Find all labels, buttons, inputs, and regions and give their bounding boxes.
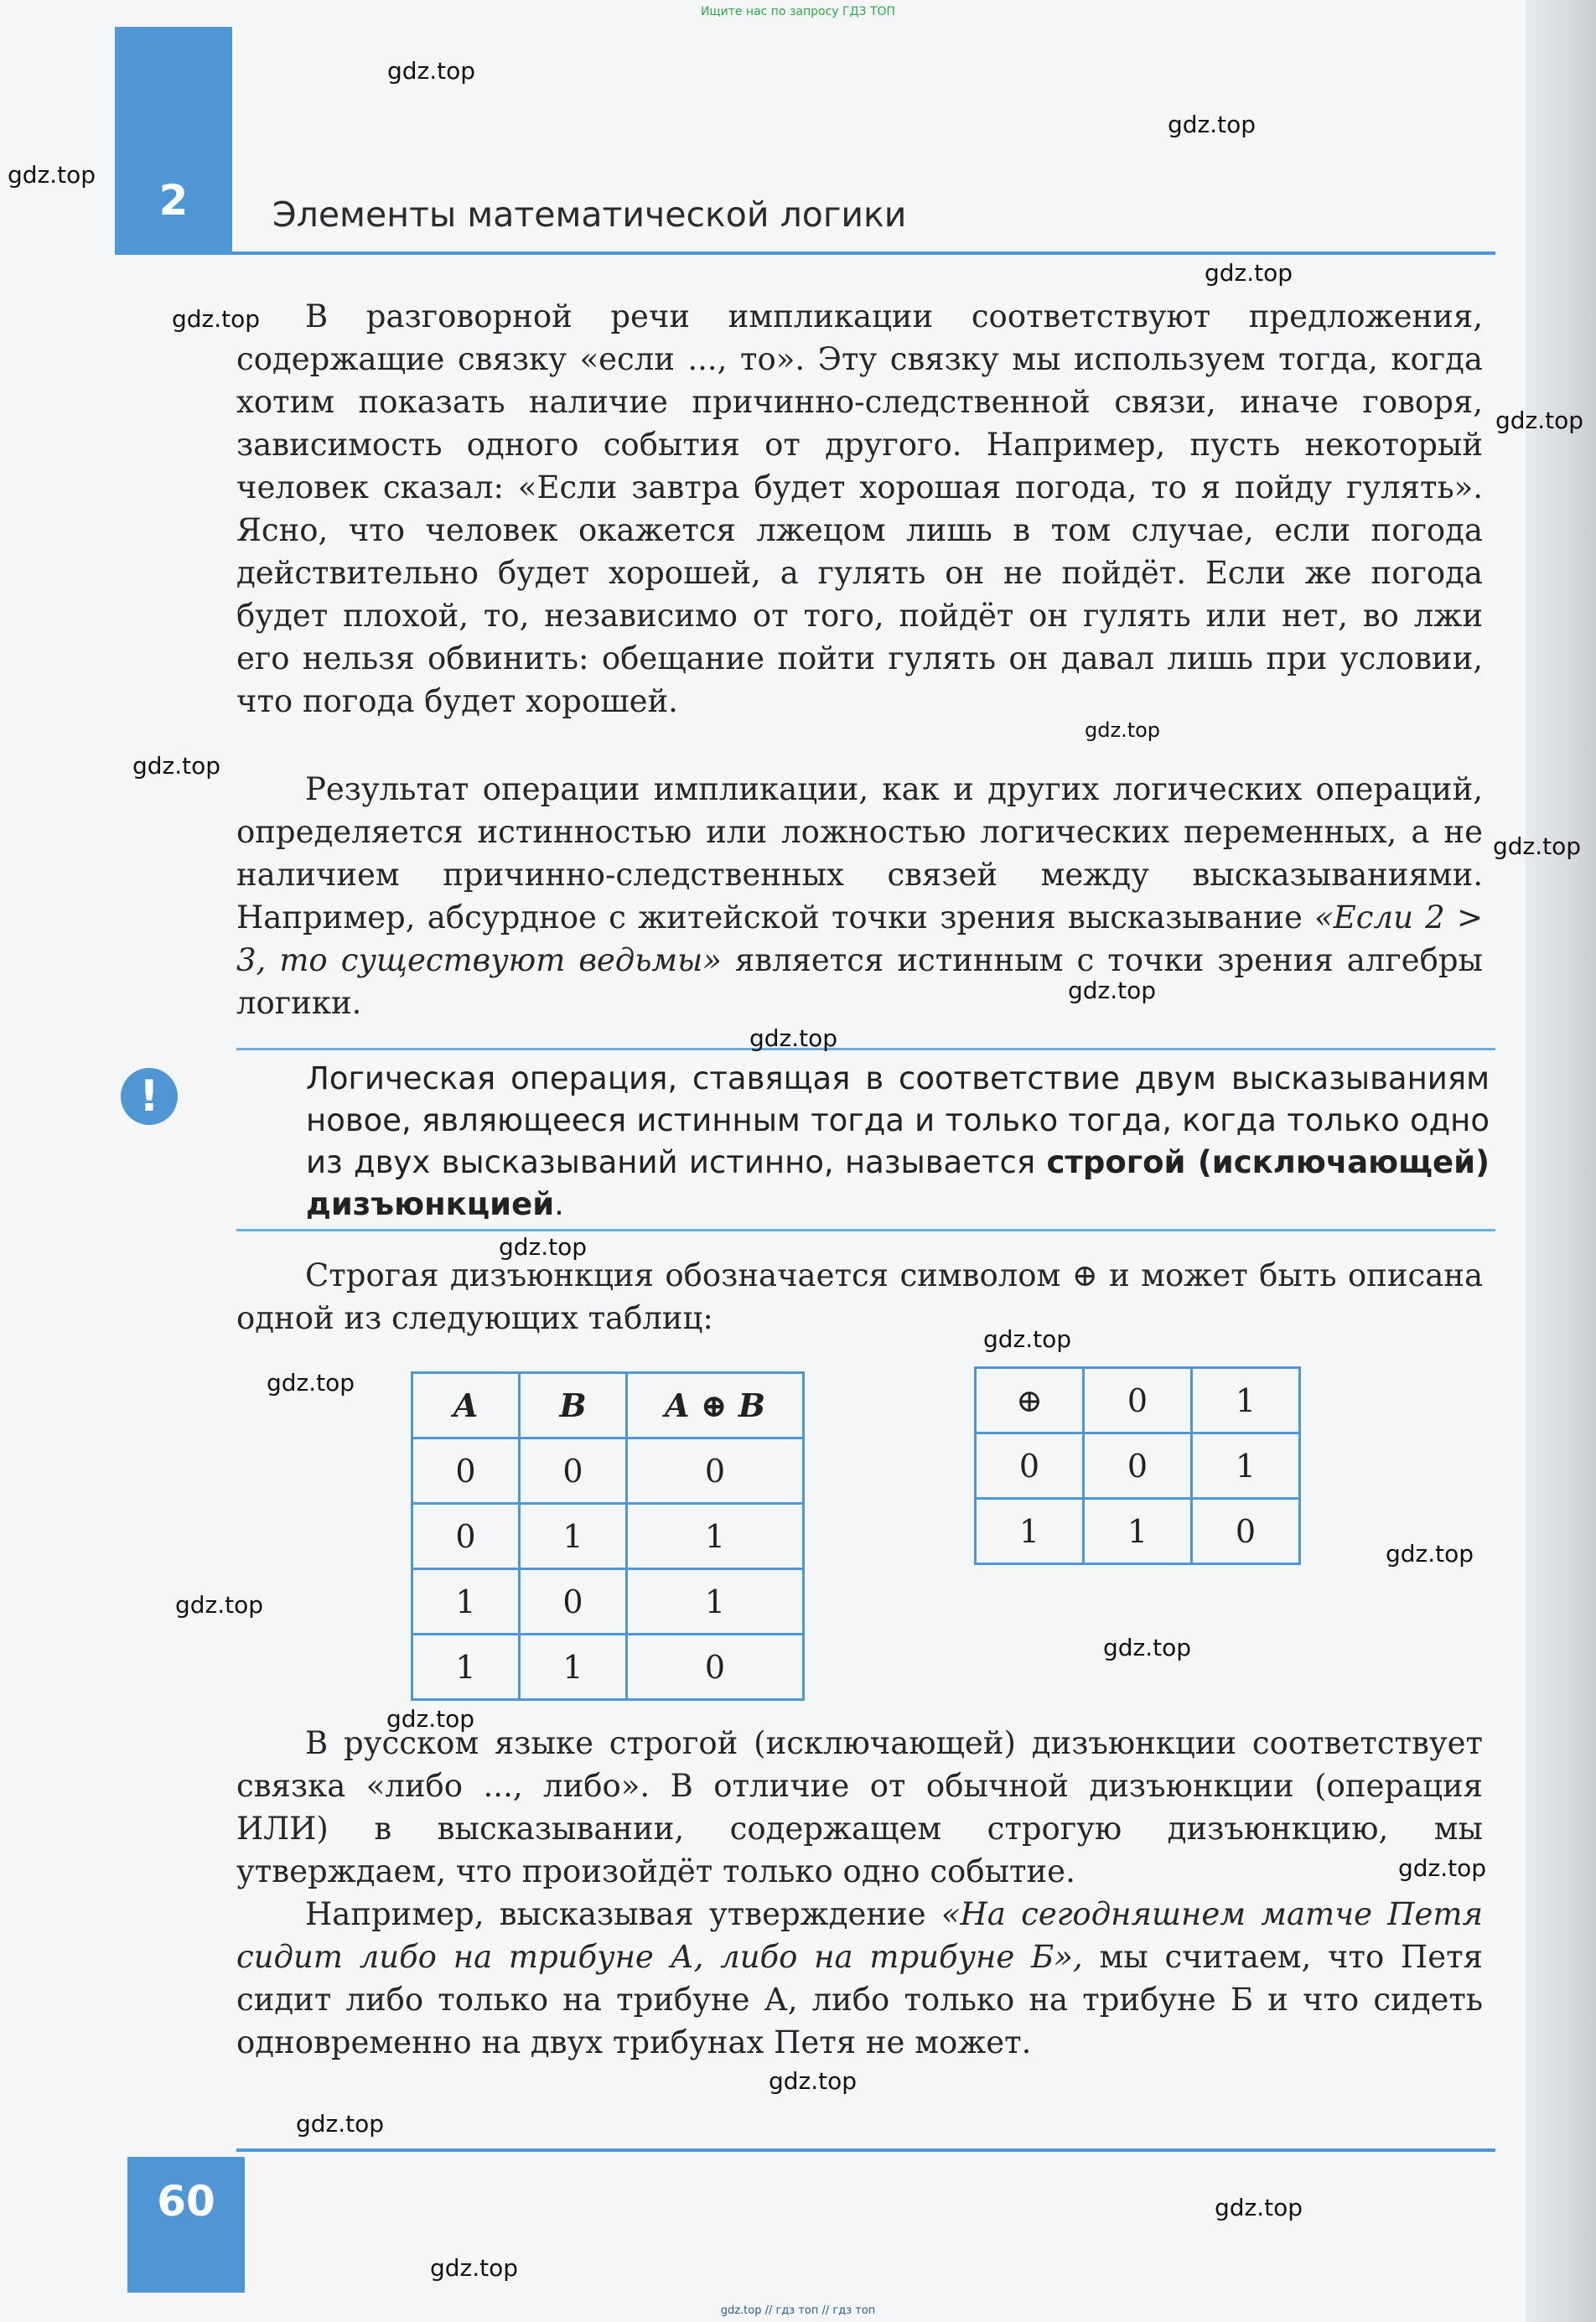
scan-edge-shadow: [1526, 0, 1596, 2322]
watermark: gdz.top: [1386, 1540, 1474, 1568]
table-cell: 0: [976, 1433, 1084, 1499]
bottom-note: gdz.top // гдз топ // гдз топ: [720, 2304, 876, 2317]
table-header-row: [976, 1368, 1300, 1433]
paragraph-implication-speech: В разговорной речи импликации соответствуют предложения, содержащие связку «если ..., то». Эту связку мы используем тогда, когда хотим показать наличие причинно-следственной связи, иначе говоря, зависимость одного события от другого. Например, пусть некоторый человек сказал: «Если завтра будет хорошая погода, то я пойду гулять». Ясно, что человек окажется лжецом лишь в том случае, если погода действительно будет хорошей, а гулять он не пойдёт. Если же погода будет плохой, то, независимо от того, пойдёт он гулять или нет, во лжи его нельзя обвинить: обещание пойти гулять он давал лишь при условии, что погода будет хорошей.: [236, 298, 1483, 719]
page-number: 60: [157, 2177, 215, 2226]
watermark: gdz.top: [387, 57, 476, 85]
table-cell: 1: [412, 1635, 520, 1700]
top-note: Ищите нас по запросу ГДЗ ТОП: [700, 5, 896, 18]
table-header-cell: B: [520, 1373, 627, 1438]
table-cell: 0: [1192, 1499, 1300, 1564]
table-row: [976, 1499, 1300, 1564]
watermark: gdz.top: [296, 2110, 385, 2138]
definition-top-rule: [236, 1048, 1495, 1050]
watermark: gdz.top: [1398, 1854, 1487, 1882]
watermark: gdz.top: [749, 1024, 838, 1052]
table-header-cell: A ⊕ B: [627, 1373, 804, 1438]
watermark: gdz.top: [1493, 832, 1582, 860]
table-corner-cell: ⊕: [976, 1368, 1084, 1433]
watermark: gdz.top: [1103, 1634, 1192, 1661]
watermark: gdz.top: [430, 2254, 519, 2282]
watermark: gdz.top: [1168, 111, 1257, 138]
watermark: gdz.top: [499, 1233, 588, 1261]
footer-rule: [236, 2148, 1495, 2152]
paragraph-xor-notation: Строгая дизъюнкция обозначается символом ⊕ и может быть описана одной из следующих таблиц:: [236, 1257, 1483, 1336]
table-cell: 0: [627, 1438, 804, 1504]
paragraph-petya-example: Например, высказывая утверждение «На сегодняшнем матче Петя сидит либо на трибуне А, либо на трибуне Б», мы считаем, что Петя сидит либо только на трибуне А, либо только на трибуне Б и что сидеть одновременно на двух трибунах Петя не может.: [236, 1896, 1484, 2060]
table-cell: 0: [520, 1438, 627, 1504]
watermark: gdz.top: [132, 752, 221, 780]
watermark: gdz.top: [983, 1325, 1072, 1353]
watermark: gdz.top: [1215, 2194, 1303, 2221]
table-header-cell: A: [412, 1373, 520, 1438]
watermark: gdz.top: [1085, 718, 1161, 742]
table-cell: 1: [1084, 1499, 1192, 1564]
quote-petya: «На сегодняшнем матче Петя сидит либо на трибуне А, либо на трибуне Б»,: [236, 1896, 1484, 1975]
watermark: gdz.top: [8, 161, 96, 189]
table-row: [976, 1433, 1300, 1499]
watermark: gdz.top: [769, 2067, 858, 2095]
definition-xor: Логическая операция, ставящая в соответствие двум высказываниям новое, являющееся истинным тогда и только тогда, когда только одно из двух высказываний истинно, называется строгой (исключающей) дизъюнкцией.: [306, 1060, 1490, 1222]
chapter-number: 2: [158, 176, 189, 225]
watermark: gdz.top: [1205, 259, 1293, 287]
table-row: [412, 1504, 804, 1569]
quote-witches: «Если 2 > 3, то существуют ведьмы»: [236, 899, 1484, 978]
watermark: gdz.top: [386, 1705, 475, 1733]
xor-truth-table: [411, 1371, 805, 1701]
table-cell: 0: [412, 1438, 520, 1504]
table-row: [412, 1635, 804, 1700]
xor-cayley-table: [974, 1366, 1301, 1565]
table-cell: 1: [627, 1504, 804, 1569]
table-header-cell: 0: [1084, 1368, 1192, 1433]
paragraph-implication-result: Результат операции импликации, как и других логических операций, определяется истинностью или ложностью логических переменных, а не наличием причинно-следственных связей между высказываниями. Например, абсурдное с житейской точки зрения высказывание «Если 2 > 3, то существуют ведьмы» является истинным с точки зрения алгебры логики.: [236, 771, 1484, 1021]
table-header-row: [412, 1373, 804, 1438]
watermark: gdz.top: [1495, 407, 1584, 434]
table-cell: 0: [627, 1635, 804, 1700]
header-rule: [115, 251, 1495, 255]
table-row: [412, 1569, 804, 1635]
watermark: gdz.top: [172, 305, 261, 333]
table-cell: 1: [1192, 1433, 1300, 1499]
definition-bottom-rule: [236, 1229, 1495, 1231]
watermark: gdz.top: [175, 1591, 264, 1619]
table-cell: 0: [1084, 1433, 1192, 1499]
table-cell: 1: [412, 1569, 520, 1635]
watermark: gdz.top: [1068, 977, 1157, 1004]
table-cell: 0: [520, 1569, 627, 1635]
table-cell: 1: [976, 1499, 1084, 1564]
table-cell: 1: [520, 1504, 627, 1569]
table-cell: 1: [627, 1569, 804, 1635]
table-row: [412, 1438, 804, 1504]
watermark: gdz.top: [267, 1369, 355, 1397]
paragraph-xor-russian: В русском языке строгой (исключающей) дизъюнкции соответствует связка «либо ..., либо». В отличие от обычной дизъюнкции (операция ИЛИ) в высказывании, содержащем строгую дизъюнкцию, мы утверждаем, что произойдёт только одно событие.: [236, 1725, 1483, 1889]
definition-term: строгой (исключающей) дизъюнкцией: [306, 1144, 1490, 1222]
table-cell: 0: [412, 1504, 520, 1569]
chapter-title: Элементы математической логики: [272, 194, 907, 235]
table-header-cell: 1: [1192, 1368, 1300, 1433]
exclamation-icon: !: [121, 1068, 178, 1125]
table-cell: 1: [520, 1635, 627, 1700]
